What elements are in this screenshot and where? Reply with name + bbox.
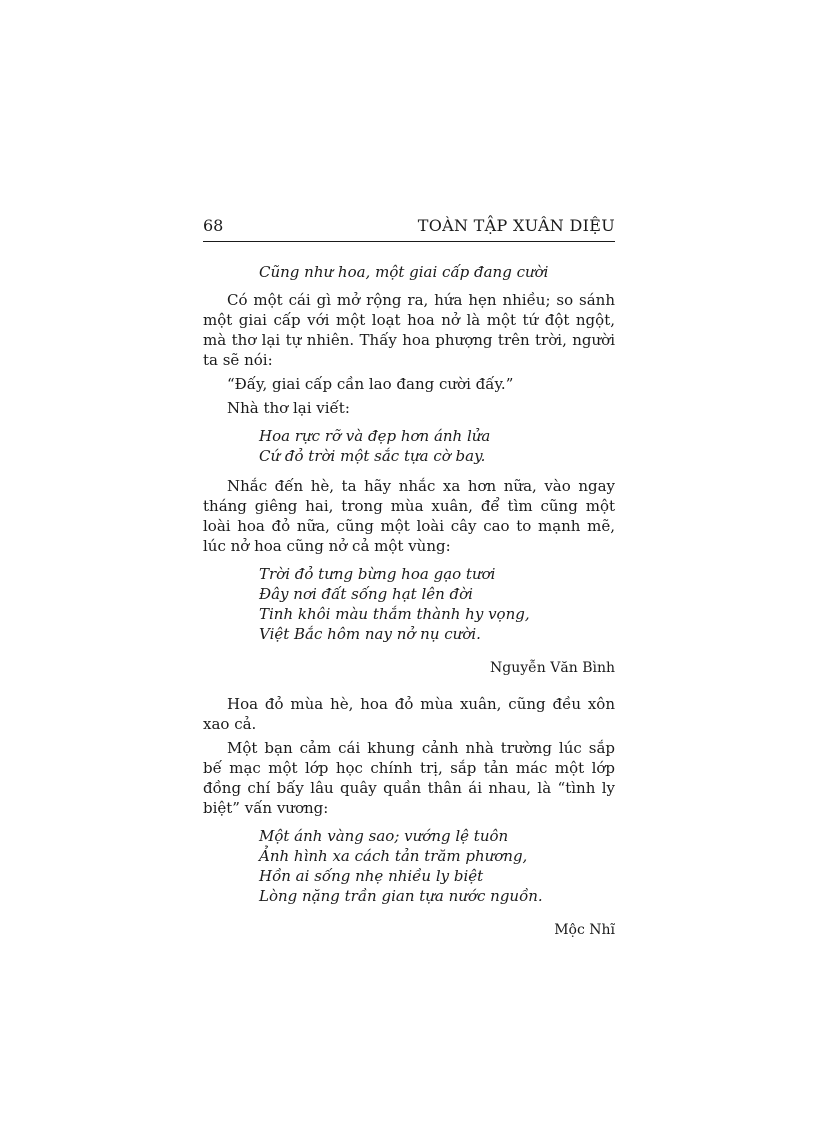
verse-intro: Cũng như hoa, một giai cấp đang cười — [259, 263, 549, 281]
paragraph-3: Nhắc đến hè, ta hãy nhắc xa hơn nữa, vào ngay tháng giêng hai, trong mùa xuân, để tìm cũng một loài hoa đỏ nữa, cũng một loài cây cao to mạnh mẽ, lúc nở hoa cũng nở cả một vùng: — [203, 477, 615, 555]
verse-line: Ảnh hình xa cách tản trăm phương, — [259, 847, 528, 865]
verse-block-4 — [203, 826, 615, 906]
verse-block-3 — [203, 564, 615, 644]
book-page — [203, 216, 615, 956]
paragraph-1: Có một cái gì mở rộng ra, hứa hẹn nhiều; so sánh một giai cấp với một loạt hoa nở là một tứ đột ngột, mà thơ lại tự nhiên. Thấy hoa phượng trên trời, người ta sẽ nói: — [203, 291, 615, 369]
verse-line: Hồn ai sống nhẹ nhiều ly biệt — [259, 867, 484, 885]
paragraph-5: Một bạn cảm cái khung cảnh nhà trường lúc sắp bế mạc một lớp học chính trị, sắp tản mác một lớp đồng chí bấy lâu quây quần thân ái nhau, là “tình ly biệt” vấn vương: — [203, 739, 615, 817]
verse-line: Cứ đỏ trời một sắc tựa cờ bay. — [259, 447, 486, 465]
verse-line: Tinh khôi màu thắm thành hy vọng, — [259, 605, 530, 623]
verse-block-2 — [203, 426, 615, 466]
verse-line: Trời đỏ tưng bừng hoa gạo tươi — [259, 565, 496, 583]
verse-line: Hoa rực rỡ và đẹp hơn ánh lửa — [259, 427, 491, 445]
verse-line: Một ánh vàng sao; vướng lệ tuôn — [259, 827, 509, 845]
author-attribution-2: Mộc Nhĩ — [554, 922, 615, 938]
verse-line: Lòng nặng trần gian tựa nước nguồn. — [259, 887, 543, 905]
running-header — [203, 216, 615, 242]
page-number: 68 — [203, 216, 224, 235]
book-title: TOÀN TẬP XUÂN DIỆU — [417, 216, 615, 235]
page-content — [203, 262, 615, 940]
paragraph-4: Hoa đỏ mùa hè, hoa đỏ mùa xuân, cũng đều xôn xao cả. — [203, 695, 615, 733]
verse-line: Việt Bắc hôm nay nở nụ cười. — [259, 625, 481, 643]
paragraph-2: Nhà thơ lại viết: — [227, 399, 350, 417]
author-attribution-1: Nguyễn Văn Bình — [490, 660, 615, 676]
verse-line: Đây nơi đất sống hạt lên đời — [259, 585, 473, 603]
quote-1: “Đấy, giai cấp cần lao đang cười đấy.” — [227, 375, 514, 393]
